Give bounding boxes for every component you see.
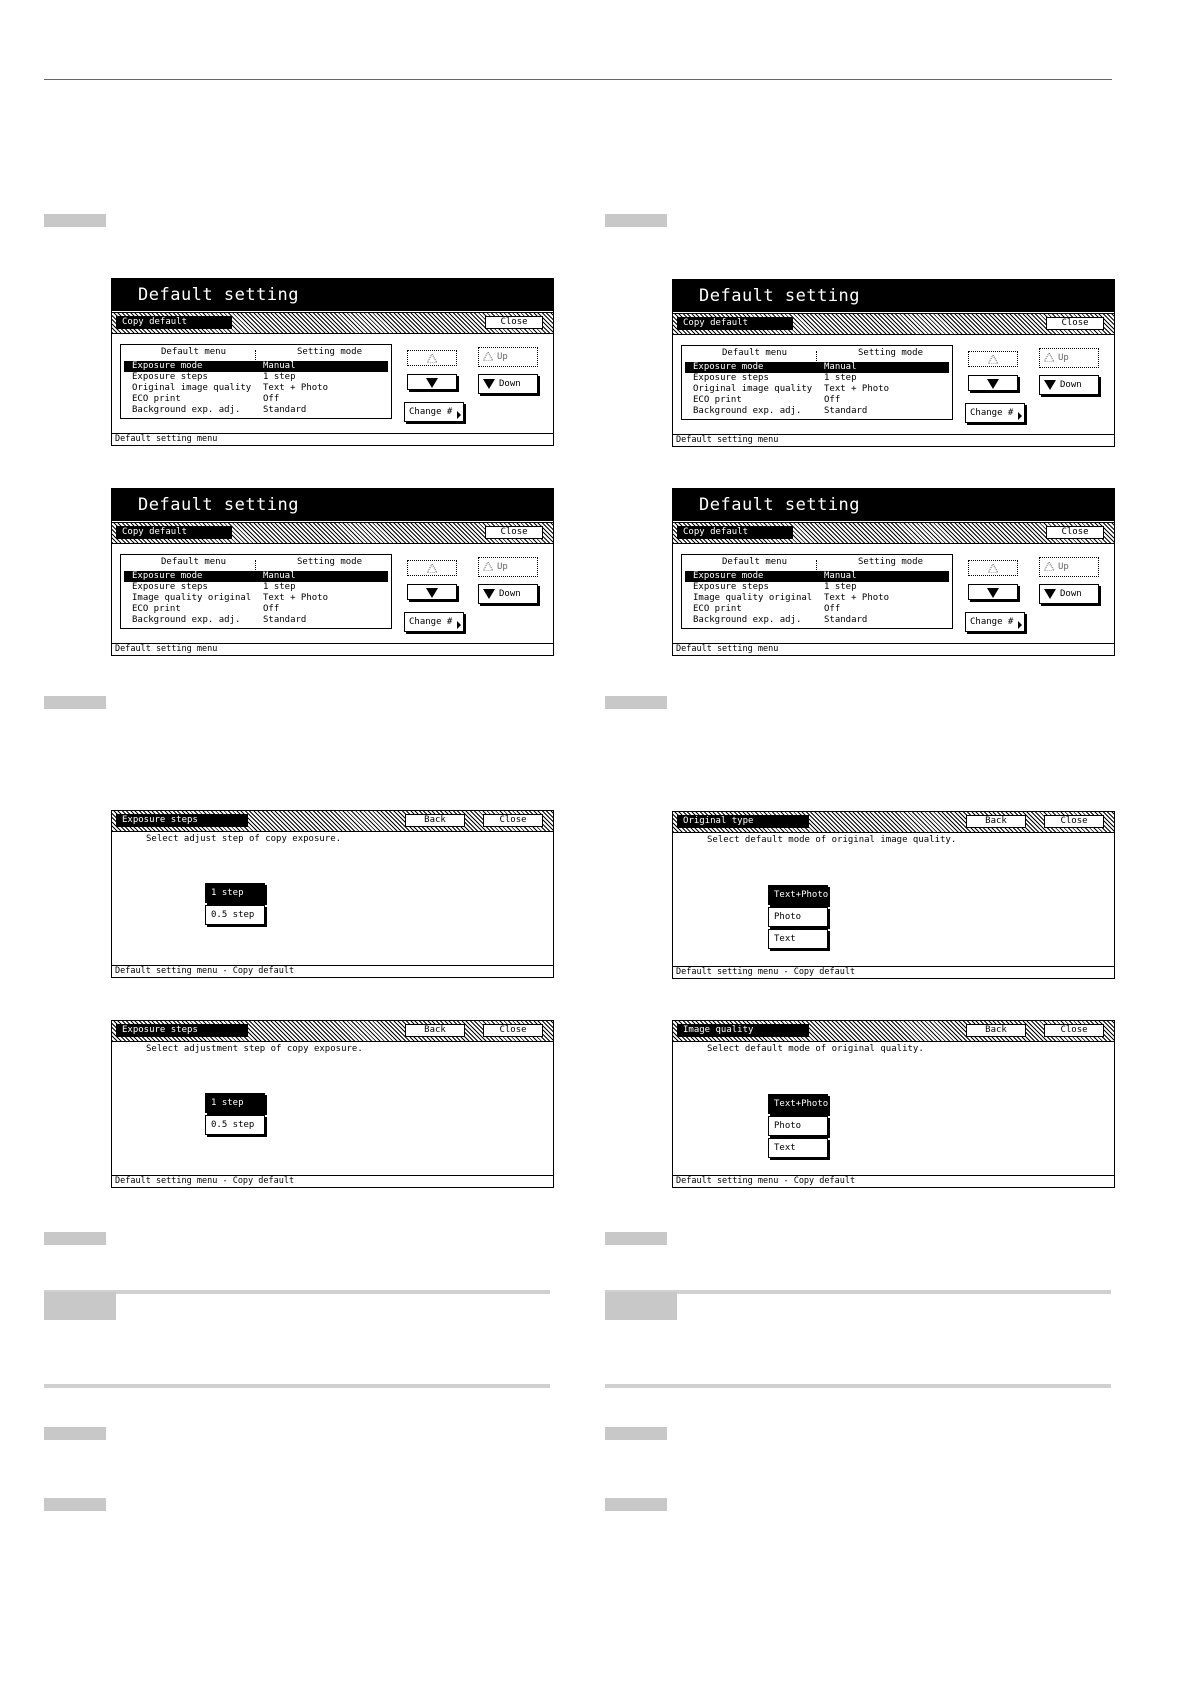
row-menu-label: Background exp. adj. [693,615,802,625]
selection-screen [672,811,1115,979]
down-button[interactable] [1039,375,1099,395]
row-menu-label: Image quality original [132,593,252,603]
down-label: Down [499,379,521,389]
top-rule [44,79,1112,80]
step-marker [44,1498,106,1511]
row-mode-value: Manual [263,361,296,371]
row-mode-value: 1 step [824,373,857,383]
option-button[interactable]: Photo [768,1116,828,1136]
change-label: Change # [409,407,453,417]
change-button[interactable] [404,612,464,632]
note-marker [44,1292,116,1320]
up-arrow-icon [483,562,493,572]
instruction-text: Select default mode of original image quality. [707,835,957,845]
column-divider [255,560,257,570]
row-mode-value: Manual [263,571,296,581]
up-label: Up [1058,353,1069,363]
step-marker [605,1232,667,1245]
step-marker [605,1498,667,1511]
table-row[interactable] [124,593,388,604]
row-menu-label: ECO print [693,395,742,405]
step-marker [44,1427,106,1440]
table-header [682,348,952,360]
column-header-menu: Default menu [722,348,788,358]
row-mode-value: Off [824,604,841,614]
table-row[interactable] [685,395,949,406]
option-button[interactable]: Text [768,929,828,949]
row-menu-label: Exposure mode [132,571,203,581]
table-row[interactable] [685,593,949,604]
screen-title: Default setting [673,280,1114,312]
column-header-menu: Default menu [722,557,788,567]
status-bar: Default setting menu [112,433,553,445]
row-mode-value: Standard [824,615,868,625]
column-header-mode: Setting mode [297,347,363,357]
option-button[interactable]: 0.5 step [205,905,265,925]
step-marker [605,214,667,227]
note-rule-bottom [44,1384,550,1388]
tab-strip [673,812,1114,833]
column-header-mode: Setting mode [297,557,363,567]
up-button[interactable] [1039,348,1099,368]
option-button[interactable]: 1 step [205,1093,265,1113]
scroll-top-button[interactable] [407,560,457,576]
table-row[interactable] [685,406,949,417]
close-button[interactable]: Close [1044,815,1104,828]
row-mode-value: Text + Photo [824,384,890,394]
selection-screen [672,1020,1115,1188]
column-header-mode: Setting mode [858,348,924,358]
status-bar: Default setting menu [673,643,1114,655]
row-menu-label: Exposure steps [693,373,769,383]
corner-arrow-icon [457,411,461,419]
close-button[interactable]: Close [483,1024,543,1037]
tab-strip [673,522,1114,544]
table-row[interactable] [685,615,949,626]
row-menu-label: ECO print [132,604,181,614]
down-button[interactable] [1039,584,1099,604]
row-menu-label: ECO print [693,604,742,614]
tab-label: Original type [677,815,809,828]
table-header [121,347,391,359]
change-label: Change # [970,408,1014,418]
close-button[interactable]: Close [1044,1024,1104,1037]
down-arrow-icon [1044,589,1056,599]
row-menu-label: ECO print [132,394,181,404]
tab-strip [112,522,553,544]
row-menu-label: Exposure steps [132,372,208,382]
step-marker [44,1232,106,1245]
status-bar: Default setting menu [112,643,553,655]
row-menu-label: Background exp. adj. [693,406,802,416]
default-setting-screen [672,488,1115,656]
table-row[interactable] [685,604,949,615]
row-menu-label: Image quality original [693,593,813,603]
down-arrow-icon [483,589,495,599]
row-mode-value: 1 step [263,372,296,382]
table-row[interactable] [124,582,388,593]
status-bar: Default setting menu - Copy default [673,1175,1114,1187]
down-label: Down [499,589,521,599]
note-rule-top [605,1290,1111,1294]
table-row[interactable] [124,383,388,394]
table-row[interactable] [124,394,388,405]
row-menu-label: Exposure mode [693,571,764,581]
instruction-text: Select adjust step of copy exposure. [146,834,342,844]
instruction-text: Select adjustment step of copy exposure. [146,1044,363,1054]
row-mode-value: Text + Photo [263,383,329,393]
column-divider [816,560,818,570]
down-label: Down [1060,380,1082,390]
settings-table [120,554,392,629]
change-label: Change # [409,617,453,627]
option-button[interactable]: Photo [768,907,828,927]
screen-title: Default setting [673,489,1114,521]
option-button[interactable]: Text+Photo [768,885,828,905]
down-arrow-icon [483,379,495,389]
row-mode-value: Manual [824,362,857,372]
screen-title: Default setting [112,489,553,521]
change-button[interactable] [404,402,464,422]
up-arrow-icon [483,352,493,362]
column-divider [816,351,818,361]
table-row[interactable] [685,373,949,384]
back-button[interactable]: Back [966,815,1026,828]
tab-strip [112,312,553,334]
row-menu-label: Background exp. adj. [132,615,241,625]
column-header-menu: Default menu [161,347,227,357]
option-button[interactable]: Text+Photo [768,1094,828,1114]
step-marker [605,696,667,709]
row-mode-value: 1 step [824,582,857,592]
default-setting-screen [111,278,554,446]
note-rule-bottom [605,1384,1111,1388]
up-button[interactable] [1039,557,1099,577]
tab-label: Image quality [677,1024,809,1037]
table-row[interactable] [124,372,388,383]
table-row[interactable] [685,384,949,395]
scroll-top-button[interactable] [968,560,1018,576]
row-mode-value: Text + Photo [263,593,329,603]
tab-label: Exposure steps [116,1024,248,1037]
selection-screen [111,1020,554,1188]
row-mode-value: 1 step [263,582,296,592]
settings-table [681,345,953,420]
status-bar: Default setting menu [673,434,1114,446]
row-mode-value: Off [263,394,280,404]
row-menu-label: Original image quality [693,384,813,394]
selection-screen [111,810,554,978]
down-arrow-icon [1044,380,1056,390]
up-arrow-icon [1044,562,1054,572]
settings-table [120,344,392,419]
table-row[interactable] [124,571,388,582]
up-button[interactable] [478,347,538,367]
screen-title: Default setting [112,279,553,311]
back-button[interactable]: Back [405,1024,465,1037]
column-header-menu: Default menu [161,557,227,567]
step-marker [44,214,106,227]
tab-label: Copy default [116,526,232,539]
table-row[interactable] [685,571,949,582]
row-mode-value: Off [263,604,280,614]
step-marker [605,1427,667,1440]
default-setting-screen [111,488,554,656]
row-mode-value: Standard [263,405,307,415]
down-label: Down [1060,589,1082,599]
row-mode-value: Text + Photo [824,593,890,603]
change-button[interactable] [965,403,1025,423]
scroll-down-small-button[interactable] [968,375,1018,391]
row-menu-label: Exposure mode [693,362,764,372]
tab-label: Copy default [116,316,232,329]
row-menu-label: Exposure steps [132,582,208,592]
row-mode-value: Manual [824,571,857,581]
table-row[interactable] [685,582,949,593]
table-header [121,557,391,569]
table-row[interactable] [124,405,388,416]
up-button[interactable] [478,557,538,577]
close-button[interactable]: Close [1046,317,1104,330]
row-menu-label: Exposure steps [693,582,769,592]
tab-label: Copy default [677,526,793,539]
up-label: Up [497,562,508,572]
close-button[interactable]: Close [483,814,543,827]
table-row[interactable] [685,362,949,373]
scroll-down-small-button[interactable] [407,374,457,390]
settings-table [681,554,953,629]
scroll-top-button[interactable] [968,351,1018,367]
row-menu-label: Original image quality [132,383,252,393]
scroll-top-button[interactable] [407,350,457,366]
close-button[interactable]: Close [1046,526,1104,539]
back-button[interactable]: Back [966,1024,1026,1037]
row-menu-label: Exposure mode [132,361,203,371]
tab-strip [112,811,553,832]
table-row[interactable] [124,615,388,626]
row-mode-value: Standard [824,406,868,416]
close-button[interactable]: Close [485,526,543,539]
table-row[interactable] [124,604,388,615]
corner-arrow-icon [1018,621,1022,629]
option-button[interactable]: Text [768,1138,828,1158]
corner-arrow-icon [1018,412,1022,420]
status-bar: Default setting menu - Copy default [112,965,553,977]
option-button[interactable]: 1 step [205,883,265,903]
status-bar: Default setting menu - Copy default [673,966,1114,978]
change-button[interactable] [965,612,1025,632]
tab-strip [112,1021,553,1042]
note-rule-top [44,1290,550,1294]
up-arrow-icon [1044,353,1054,363]
down-button[interactable] [478,374,538,394]
back-button[interactable]: Back [405,814,465,827]
scroll-down-small-button[interactable] [968,584,1018,600]
instruction-text: Select default mode of original quality. [707,1044,924,1054]
change-label: Change # [970,617,1014,627]
tab-strip [673,313,1114,335]
corner-arrow-icon [457,621,461,629]
row-mode-value: Off [824,395,841,405]
tab-label: Copy default [677,317,793,330]
tab-strip [673,1021,1114,1042]
column-divider [255,350,257,360]
row-menu-label: Background exp. adj. [132,405,241,415]
scroll-down-small-button[interactable] [407,584,457,600]
tab-label: Exposure steps [116,814,248,827]
close-button[interactable]: Close [485,316,543,329]
row-mode-value: Standard [263,615,307,625]
default-setting-screen [672,279,1115,447]
table-row[interactable] [124,361,388,372]
up-label: Up [1058,562,1069,572]
down-button[interactable] [478,584,538,604]
step-marker [44,696,106,709]
table-header [682,557,952,569]
note-marker [605,1292,677,1320]
column-header-mode: Setting mode [858,557,924,567]
status-bar: Default setting menu - Copy default [112,1175,553,1187]
up-label: Up [497,352,508,362]
option-button[interactable]: 0.5 step [205,1115,265,1135]
